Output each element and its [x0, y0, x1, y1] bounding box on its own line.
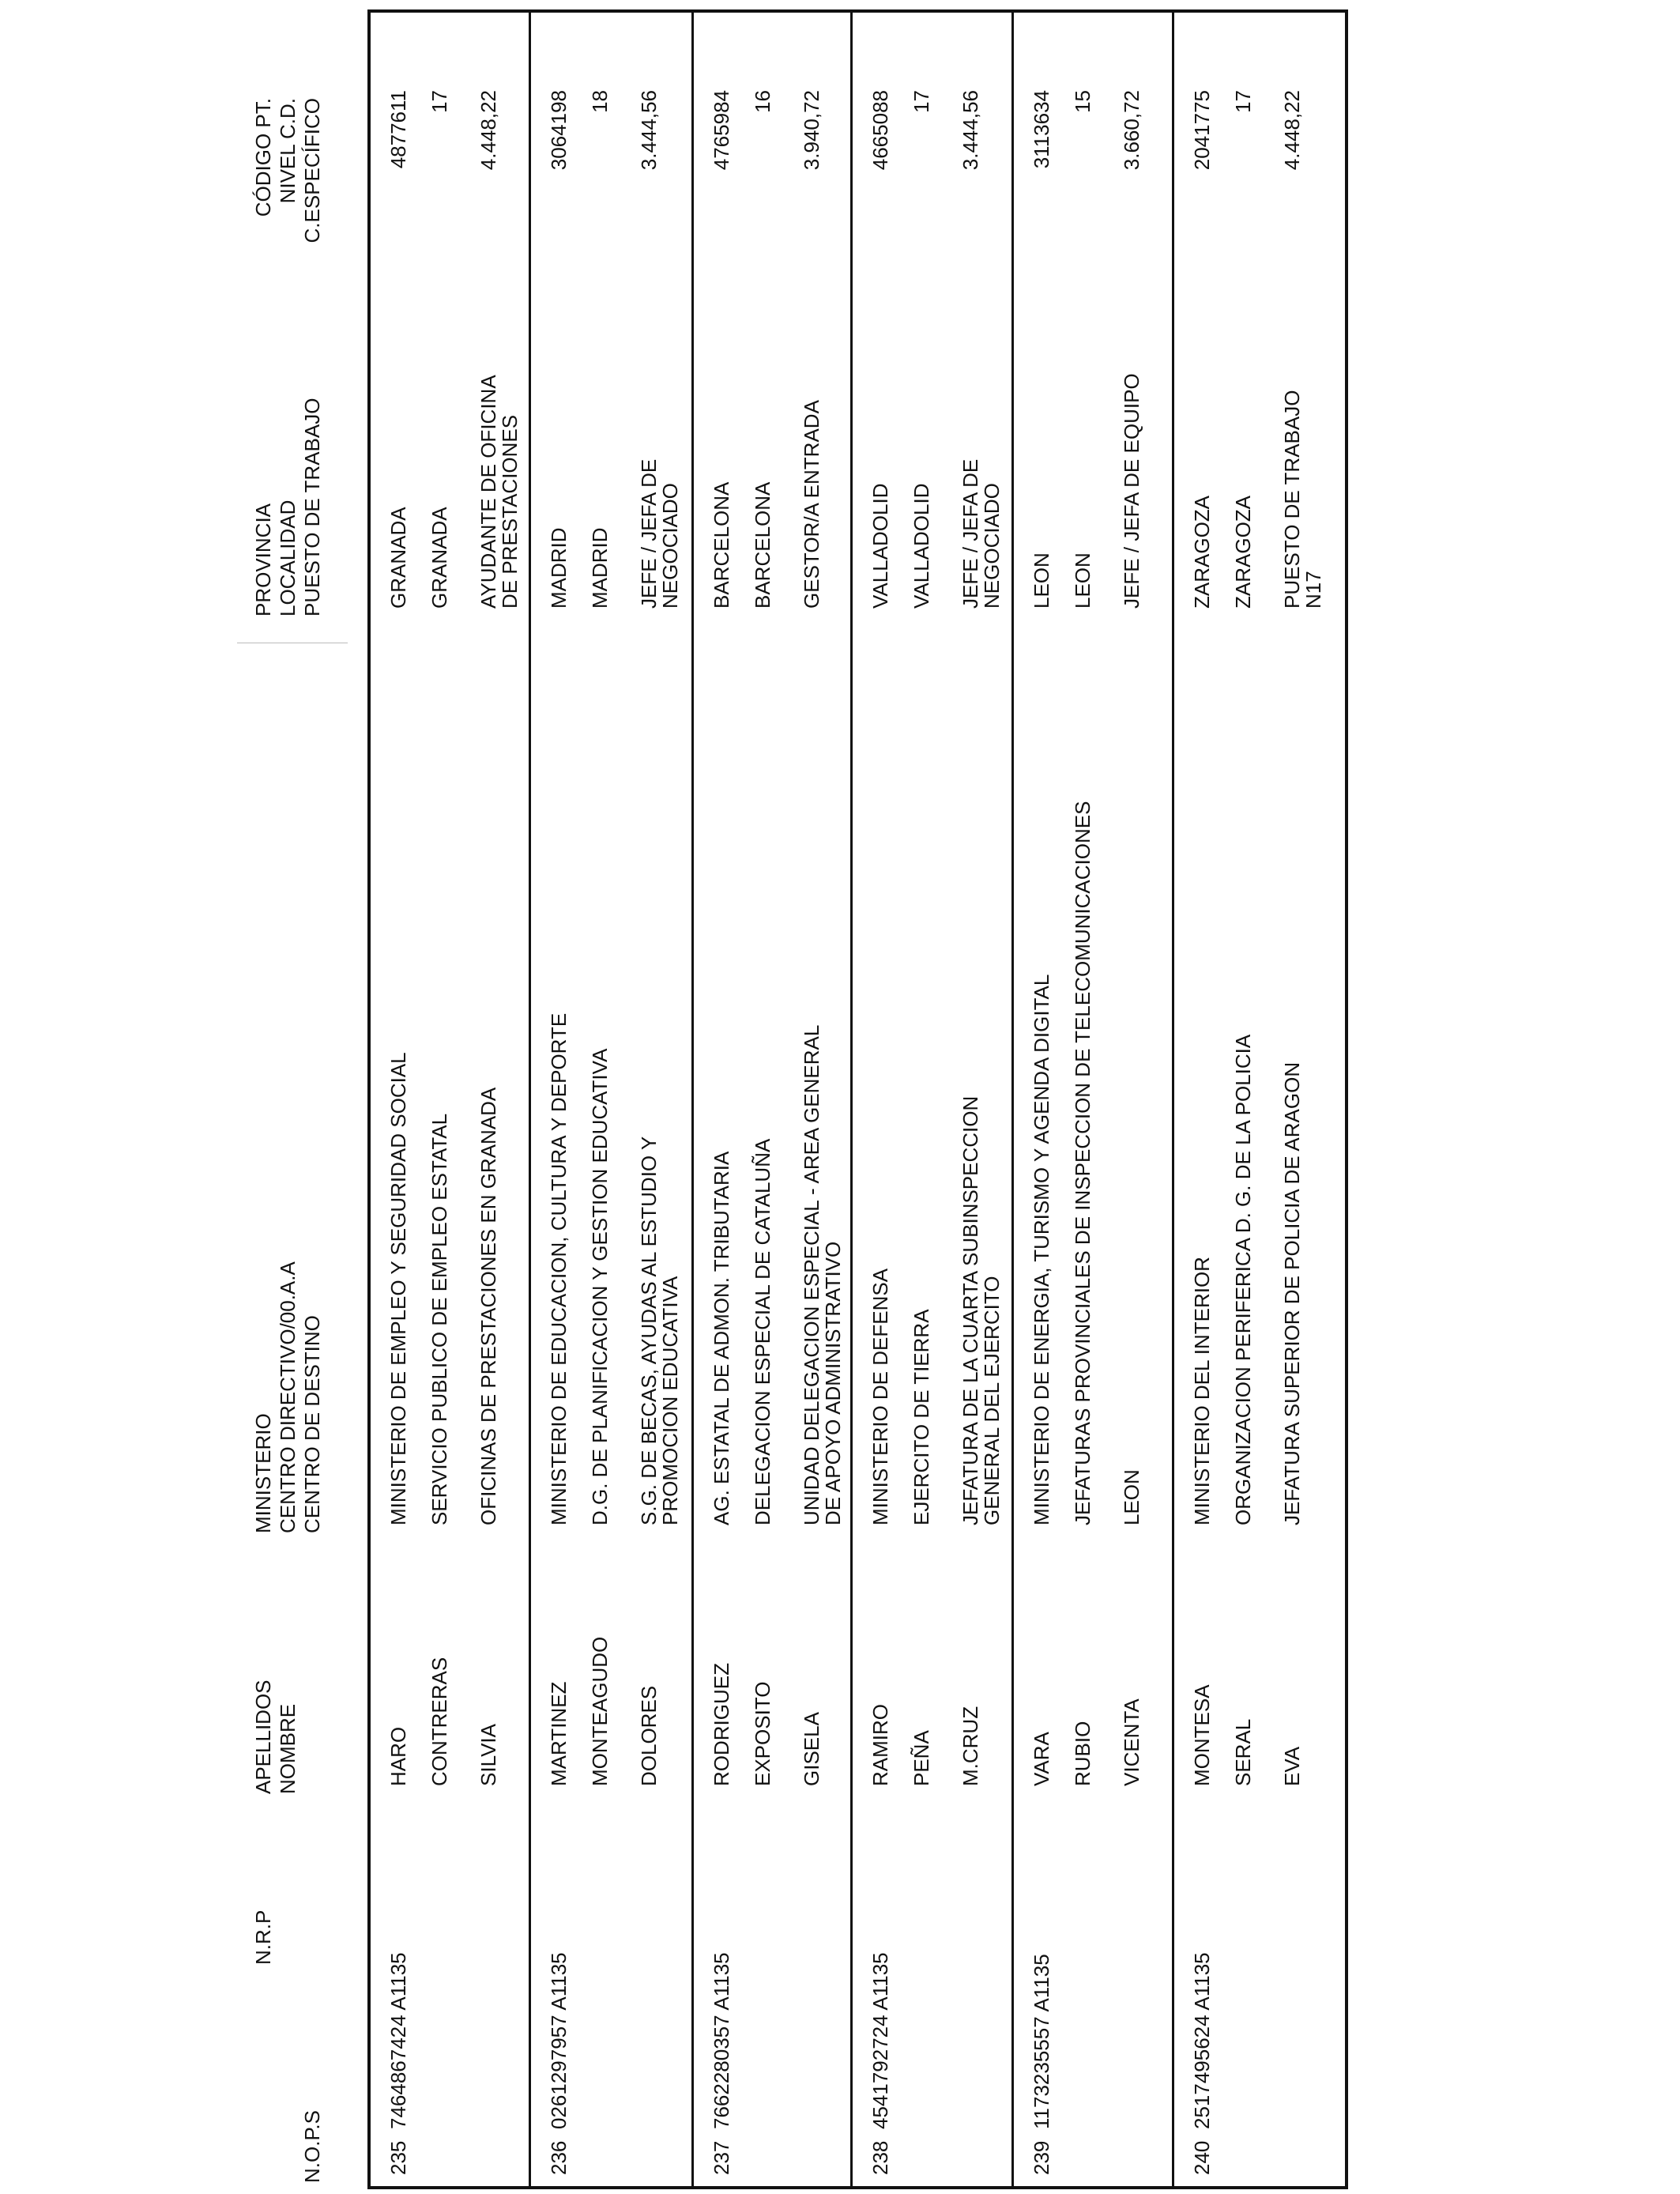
record-especifico: 3.444,56: [637, 90, 661, 171]
record-localidad: VALLADOLID: [910, 483, 933, 609]
record-centro-destino: LEON: [1120, 1469, 1143, 1525]
header-puesto-label: PUESTO DE TRABAJO: [300, 398, 324, 616]
record-puesto: AYUDANTE DE OFICINA DE PRESTACIONES: [477, 375, 522, 609]
record-codigo: 2041775: [1190, 90, 1214, 171]
header-nops: N.O.P.S: [300, 2109, 324, 2183]
header-apellidos: [251, 1679, 300, 1794]
header-codigo: [251, 98, 325, 273]
record-nivel: 15: [1071, 90, 1094, 113]
record-especifico: 3.660,72: [1120, 90, 1143, 171]
record-apellido1: MARTINEZ: [547, 1681, 571, 1786]
record-nops: 240: [1190, 2140, 1214, 2175]
header-especifico-label: C.ESPECÍFICO: [300, 98, 324, 243]
record-apellido2: CONTRERAS: [428, 1657, 451, 1786]
record-nombre: EVA: [1280, 1746, 1304, 1786]
record-centro-destino: UNIDAD DELEGACION ESPECIAL - AREA GENERAL DE APOYO ADMINISTRATIVO: [800, 1025, 845, 1525]
record-codigo: 3064198: [547, 90, 571, 171]
header-ministerio: [251, 1261, 325, 1533]
record-apellido2: PEÑA: [910, 1730, 933, 1786]
record-nrp: 0261297957 A1135: [547, 1952, 571, 2129]
header-nombre-label: NOMBRE: [276, 1703, 299, 1794]
record-ministerio: MINISTERIO DEL INTERIOR: [1190, 1257, 1214, 1525]
record-localidad: ZARAGOZA: [1231, 495, 1255, 609]
record-provincia: ZARAGOZA: [1190, 495, 1214, 609]
record-nops: 236: [547, 2140, 571, 2175]
record-row: [371, 13, 531, 2186]
header-localidad-label: LOCALIDAD: [276, 499, 299, 616]
record-puesto: JEFE / JEFA DE EQUIPO: [1120, 373, 1143, 609]
header-nrp: N.R.P: [251, 1909, 275, 1965]
record-row: [853, 13, 1014, 2186]
record-especifico: 3.444,56: [959, 90, 982, 171]
record-puesto: JEFE / JEFA DE NEGOCIADO: [637, 458, 682, 609]
record-centro-directivo: JEFATURAS PROVINCIALES DE INSPECCION DE TELECOMUNICACIONES: [1071, 801, 1094, 1525]
record-nrp: 7464867424 A1135: [386, 1952, 410, 2129]
record-apellido1: MONTESA: [1190, 1684, 1214, 1786]
record-nombre: VICENTA: [1120, 1698, 1143, 1786]
record-nrp: 2517495624 A1135: [1190, 1952, 1214, 2129]
record-nops: 235: [386, 2140, 410, 2175]
record-apellido2: EXPOSITO: [751, 1681, 774, 1786]
record-nombre: GISELA: [800, 1712, 823, 1786]
record-nivel: 18: [588, 90, 612, 113]
header-nivel-label: NIVEL C.D.: [276, 98, 299, 204]
record-centro-destino: OFICINAS DE PRESTACIONES EN GRANADA: [477, 1087, 500, 1525]
record-provincia: MADRID: [547, 527, 571, 609]
column-header: [251, 0, 338, 2194]
record-centro-directivo: SERVICIO PUBLICO DE EMPLEO ESTATAL: [428, 1113, 451, 1525]
record-centro-destino: S.G. DE BECAS, AYUDAS AL ESTUDIO Y PROMOCION EDUCATIVA: [637, 1137, 682, 1525]
record-ministerio: MINISTERIO DE EDUCACION, CULTURA Y DEPORTE: [547, 1012, 571, 1525]
record-row: [531, 13, 694, 2186]
header-provincia: [251, 398, 325, 616]
header-ministerio-label: MINISTERIO: [251, 1413, 275, 1533]
record-localidad: LEON: [1071, 552, 1094, 609]
record-codigo: 4877611: [386, 90, 410, 169]
record-centro-directivo: ORGANIZACION PERIFERICA D. G. DE LA POLICIA: [1231, 1034, 1255, 1525]
record-nops: 237: [710, 2140, 733, 2175]
record-centro-directivo: D.G. DE PLANIFICACION Y GESTION EDUCATIVA: [588, 1048, 612, 1525]
record-ministerio: AG. ESTATAL DE ADMON. TRIBUTARIA: [710, 1151, 733, 1525]
record-nops: 238: [868, 2140, 892, 2175]
record-nivel: 17: [910, 90, 933, 113]
record-row: [1014, 13, 1174, 2186]
record-localidad: MADRID: [588, 527, 612, 609]
record-nrp: 4541792724 A1135: [868, 1952, 892, 2129]
record-apellido2: SERAL: [1231, 1718, 1255, 1786]
record-especifico: 4.448,22: [477, 90, 500, 171]
records-table: [367, 9, 1348, 2189]
record-puesto: PUESTO DE TRABAJO N17: [1280, 390, 1325, 609]
header-centro-directivo-label: CENTRO DIRECTIVO/00.A.A: [276, 1261, 299, 1533]
record-nombre: M.CRUZ: [959, 1706, 982, 1786]
record-ministerio: MINISTERIO DE ENERGIA, TURISMO Y AGENDA DIGITAL: [1030, 974, 1053, 1525]
record-apellido2: RUBIO: [1071, 1721, 1094, 1786]
record-nrp: 1173235557 A1135: [1030, 1954, 1053, 2129]
header-centro-destino-label: CENTRO DE DESTINO: [300, 1315, 324, 1533]
record-nrp: 7662280357 A1135: [710, 1952, 733, 2129]
record-codigo: 4665088: [868, 90, 892, 171]
record-centro-destino: JEFATURA SUPERIOR DE POLICIA DE ARAGON: [1280, 1061, 1304, 1525]
record-especifico: 3.940,72: [800, 90, 823, 171]
record-nops: 239: [1030, 2140, 1053, 2175]
record-provincia: LEON: [1030, 552, 1053, 609]
record-nivel: 16: [751, 90, 774, 113]
record-row: [1174, 13, 1348, 2186]
record-row: [694, 13, 853, 2186]
record-puesto: JEFE / JEFA DE NEGOCIADO: [959, 458, 1004, 609]
header-apellidos-label: APELLIDOS: [251, 1679, 275, 1794]
record-nivel: 17: [1231, 90, 1255, 113]
record-ministerio: MINISTERIO DE EMPLEO Y SEGURIDAD SOCIAL: [386, 1052, 410, 1525]
record-puesto: GESTOR/A ENTRADA: [800, 400, 823, 609]
record-provincia: BARCELONA: [710, 481, 733, 609]
record-localidad: GRANADA: [428, 507, 451, 609]
record-nivel: 17: [428, 90, 451, 113]
record-apellido1: HARO: [386, 1726, 410, 1786]
record-centro-directivo: DELEGACION ESPECIAL DE CATALUÑA: [751, 1138, 774, 1525]
record-apellido1: RODRIGUEZ: [710, 1663, 733, 1786]
record-codigo: 3113634: [1030, 90, 1053, 169]
record-nombre: SILVIA: [477, 1723, 500, 1786]
header-provincia-label: PROVINCIA: [251, 503, 275, 616]
record-provincia: VALLADOLID: [868, 483, 892, 609]
header-codigo-label: CÓDIGO PT.: [251, 98, 275, 217]
record-ministerio: MINISTERIO DE DEFENSA: [868, 1268, 892, 1525]
record-especifico: 4.448,22: [1280, 90, 1304, 171]
record-nombre: DOLORES: [637, 1685, 661, 1786]
record-provincia: GRANADA: [386, 507, 410, 609]
record-apellido1: VARA: [1030, 1732, 1053, 1786]
record-centro-directivo: EJERCITO DE TIERRA: [910, 1309, 933, 1525]
record-localidad: BARCELONA: [751, 481, 774, 609]
record-codigo: 4765984: [710, 90, 733, 171]
record-apellido1: RAMIRO: [868, 1704, 892, 1786]
record-apellido2: MONTEAGUDO: [588, 1636, 612, 1786]
record-centro-destino: JEFATURA DE LA CUARTA SUBINSPECCION GENERAL DEL EJERCITO: [959, 1095, 1004, 1525]
